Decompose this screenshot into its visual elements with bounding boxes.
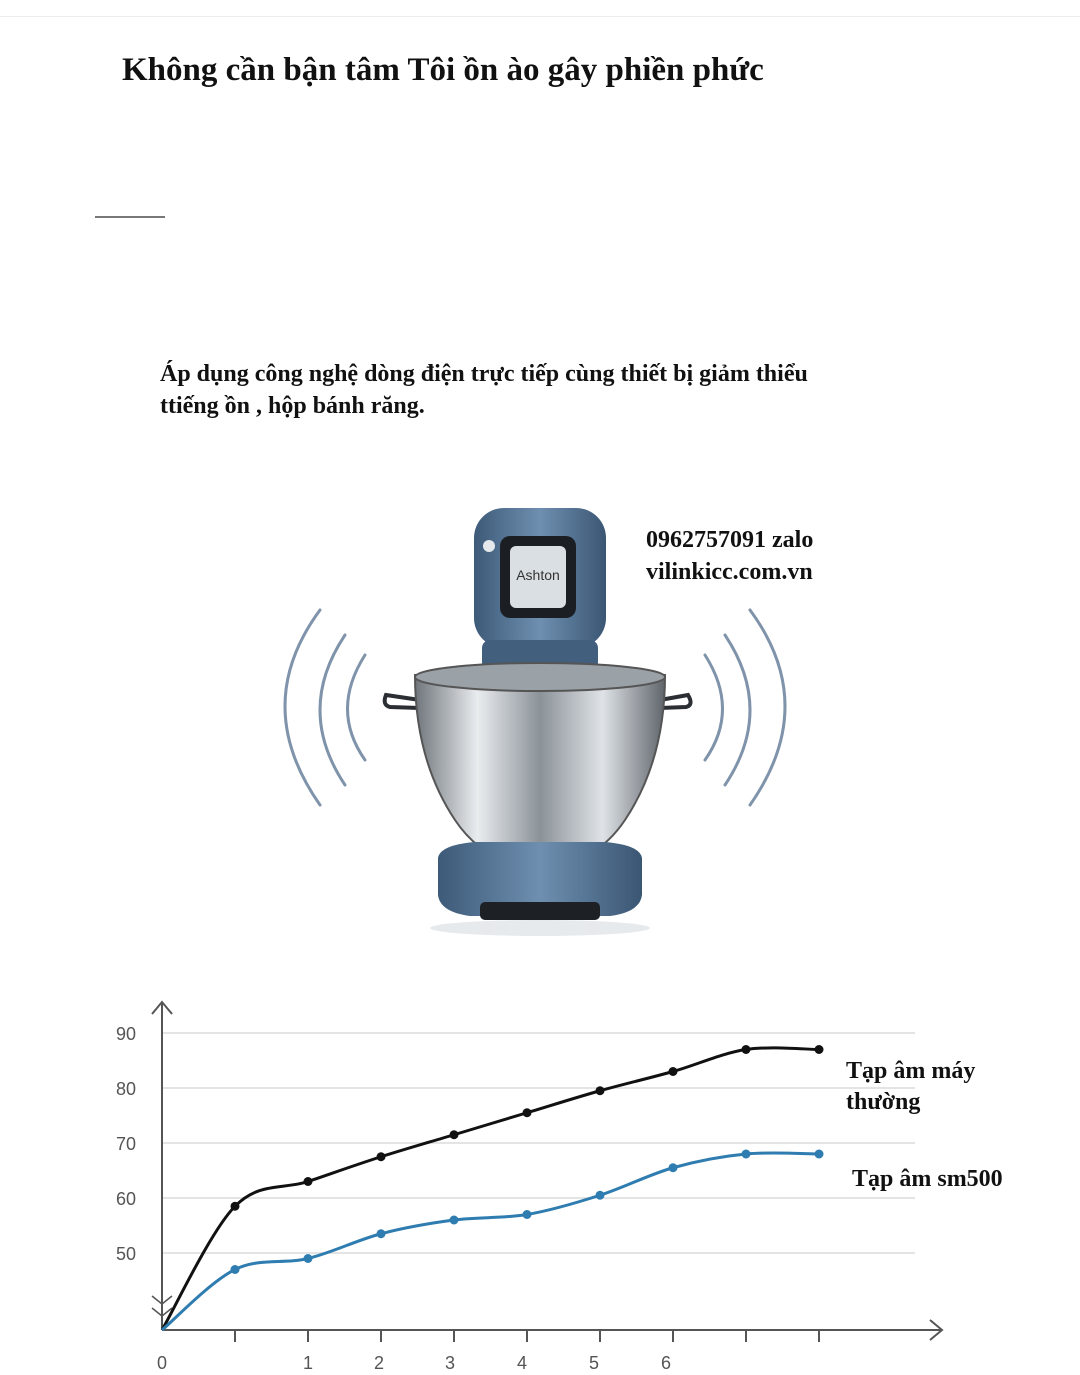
y-tick-label: 50 (115, 1244, 137, 1264)
contact-phone: 0962757091 zalo (646, 527, 814, 553)
data-point-0 (596, 1086, 605, 1095)
x-tick-label: 6 (660, 1353, 672, 1373)
sound-waves-right (705, 610, 785, 805)
data-point-1 (669, 1163, 678, 1172)
mixing-bowl (415, 675, 665, 868)
data-point-1 (231, 1265, 240, 1274)
title-underline (95, 216, 165, 218)
x-tick-label: 3 (444, 1353, 456, 1373)
series-line-0 (162, 1048, 819, 1330)
top-divider (0, 16, 1080, 17)
sound-waves-left (285, 610, 365, 805)
data-point-1 (304, 1254, 313, 1263)
brand-logo: Ashton (516, 567, 560, 583)
x-tick-label: 1 (302, 1353, 314, 1373)
data-point-0 (231, 1202, 240, 1211)
chart-gridlines (162, 1033, 915, 1253)
data-point-0 (669, 1067, 678, 1076)
y-tick-label: 90 (115, 1024, 137, 1044)
page-title: Không cần bận tâm Tôi ồn ào gây phiền phức (122, 52, 764, 88)
data-point-0 (523, 1108, 532, 1117)
y-tick-label: 80 (115, 1079, 137, 1099)
y-tick-label: 60 (115, 1189, 137, 1209)
data-point-0 (377, 1152, 386, 1161)
legend-label-sm500: Tạp âm sm500 (852, 1166, 1003, 1192)
description-line-1: Áp dụng công nghệ dòng điện trực tiếp cùng thiết bị giảm thiểu (160, 361, 808, 387)
data-point-0 (815, 1045, 824, 1054)
series-line-1 (162, 1153, 819, 1330)
data-point-1 (377, 1229, 386, 1238)
y-tick-label: 70 (115, 1134, 137, 1154)
chart-axes (152, 1002, 942, 1340)
x-tick-label: 5 (588, 1353, 600, 1373)
data-point-1 (596, 1191, 605, 1200)
data-point-1 (815, 1150, 824, 1159)
description-line-2: ttiếng ồn , hộp bánh răng. (160, 393, 425, 419)
data-point-1 (742, 1150, 751, 1159)
legend-label-normal-mixer: Tạp âm máy thường (846, 1058, 976, 1115)
stand-mixer-image (260, 500, 820, 960)
data-point-1 (450, 1216, 459, 1225)
x-tick-label: 2 (373, 1353, 385, 1373)
data-point-0 (304, 1177, 313, 1186)
power-indicator-icon (483, 540, 495, 552)
description (160, 358, 940, 422)
x-tick-label: 0 (156, 1353, 168, 1373)
contact-website: vilinkicc.com.vn (646, 559, 813, 585)
data-point-0 (742, 1045, 751, 1054)
data-point-1 (523, 1210, 532, 1219)
x-tick-label: 4 (516, 1353, 528, 1373)
data-point-0 (450, 1130, 459, 1139)
